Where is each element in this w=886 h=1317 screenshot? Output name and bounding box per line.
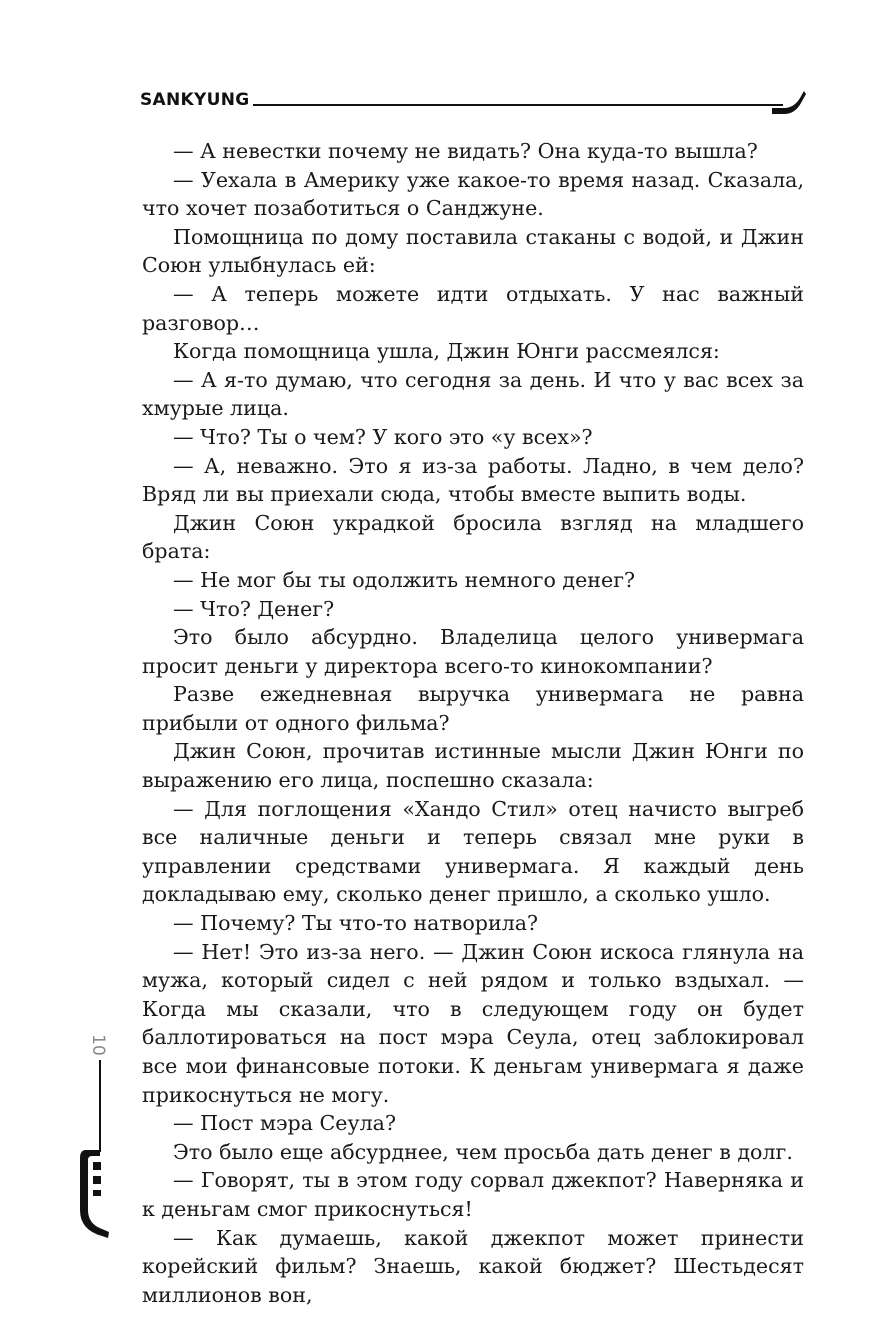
paragraph: — Нет! Это из-за него. — Джин Союн искоса глянула на мужа, который сидел с ней рядом и только вздыхал. — Когда мы сказали, что в следующем году он будет баллотироваться на пост мэра Сеула, отец заблокировал все мои финансовые потоки. К деньгам универмага я даже прикоснуться не могу. <box>142 939 804 1107</box>
paragraph: — Пост мэра Сеула? <box>173 1111 396 1136</box>
paragraph: Это было еще абсурднее, чем просьба дать денег в долг. <box>173 1139 793 1164</box>
paragraph: — А теперь можете идти отдыхать. У нас важный разговор… <box>142 281 804 335</box>
paragraph: — Почему? Ты что-то натворила? <box>173 911 539 936</box>
paragraph: Разве ежедневная выручка универмага не равна прибыли от одного фильма? <box>142 682 804 735</box>
body-text <box>142 137 804 1309</box>
running-header <box>140 86 804 116</box>
paragraph: Джин Союн, прочитав истинные мысли Джин Юнги по выражению его лица, поспешно сказала: <box>142 739 804 793</box>
paragraph: — А я-то думаю, что сегодня за день. И что у вас всех за хмурые лица. <box>142 367 804 421</box>
paragraph: — Не мог бы ты одолжить немного денег? <box>173 567 636 592</box>
paragraph: Когда помощница ушла, Джин Юнги рассмеялся: <box>173 339 720 364</box>
paragraph: — Что? Ты о чем? У кого это «у всех»? <box>173 424 593 449</box>
paragraph: — Говорят, ты в этом году сорвал джекпот? Наверняка и к деньгам смог прикоснуться! <box>142 1168 804 1221</box>
header-title: SANKYUNG <box>140 90 250 110</box>
margin-bracket-ornament <box>76 1024 112 1239</box>
header-hook-ornament <box>770 86 806 116</box>
paragraph: — Что? Денег? <box>173 596 335 621</box>
paragraph: — Как думаешь, какой джекпот может принести корейский фильм? Знаешь, какой бюджет? Шестьдесят миллионов вон, <box>142 1225 804 1307</box>
paragraph: Это было абсурдно. Владелица целого универмага просит деньги у директора всего-то кинокомпании? <box>142 625 804 678</box>
paragraph: Помощница по дому поставила стаканы с водой, и Джин Союн улыбнулась ей: <box>142 224 804 278</box>
paragraph: — А, неважно. Это я из-за работы. Ладно, в чем дело? Вряд ли вы приехали сюда, чтобы вместе выпить воды. <box>142 453 804 507</box>
header-rule <box>253 104 783 106</box>
paragraph: — Уехала в Америку уже какое-то время назад. Сказала, что хочет позаботиться о Санджуне. <box>142 167 804 221</box>
page-number: 10 <box>88 1034 108 1056</box>
paragraph: Джин Союн украдкой бросила взгляд на младшего брата: <box>142 510 804 564</box>
paragraph: — А невестки почему не видать? Она куда-то вышла? <box>173 139 758 163</box>
paragraph: — Для поглощения «Хандо Стил» отец начисто выгреб все наличные деньги и теперь связал мне руки в управлении средствами универмага. Я каждый день докладываю ему, сколько денег пришло, а сколько ушло. <box>142 796 804 907</box>
